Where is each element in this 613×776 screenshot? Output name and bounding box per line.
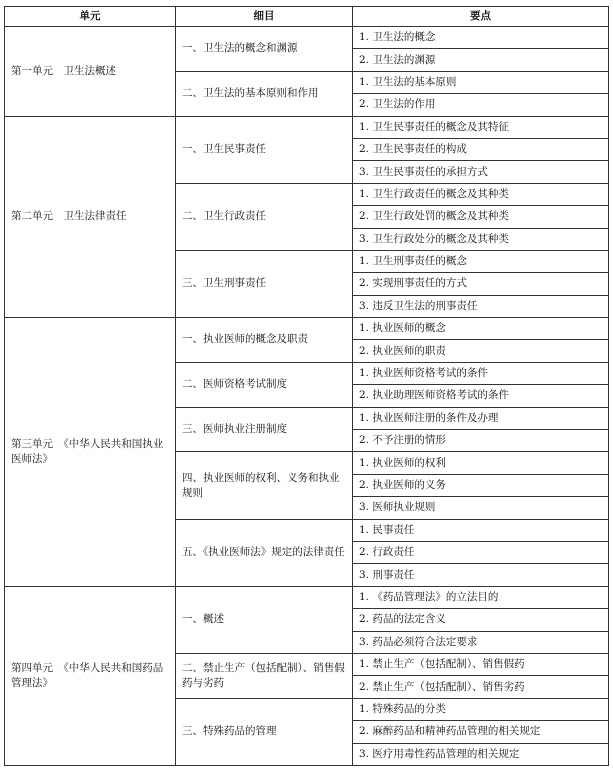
header-unit: 单元 (5, 7, 176, 27)
point-cell: 2. 卫生法的作用 (353, 94, 609, 116)
section-cell: 三、卫生刑事责任 (176, 250, 353, 317)
point-cell: 2. 执业助理医师资格考试的条件 (353, 385, 609, 407)
point-cell: 3. 卫生民事责任的承担方式 (353, 161, 609, 183)
table-row (5, 27, 609, 49)
point-cell: 3. 医疗用毒性药品管理的相关规定 (353, 743, 609, 765)
section-cell: 一、执业医师的概念及职责 (176, 318, 353, 363)
point-cell: 3. 医师执业规则 (353, 497, 609, 519)
section-cell: 二、卫生行政责任 (176, 183, 353, 250)
point-cell: 3. 卫生行政处分的概念及其种类 (353, 228, 609, 250)
point-cell: 2. 卫生法的渊源 (353, 49, 609, 71)
section-cell: 五、《执业医师法》规定的法律责任 (176, 519, 353, 586)
point-cell: 2. 行政责任 (353, 541, 609, 563)
point-cell: 1. 《药品管理法》的立法目的 (353, 586, 609, 608)
unit-cell: 第一单元 卫生法概述 (5, 27, 176, 117)
point-cell: 1. 民事责任 (353, 519, 609, 541)
point-cell: 2. 禁止生产（包括配制）、销售劣药 (353, 676, 609, 698)
header-section: 细目 (176, 7, 353, 27)
unit-cell: 第二单元 卫生法律责任 (5, 116, 176, 318)
table-row (5, 318, 609, 340)
section-cell: 二、禁止生产（包括配制）、销售假药与劣药 (176, 653, 353, 698)
point-cell: 1. 卫生行政责任的概念及其种类 (353, 183, 609, 205)
section-cell: 四、执业医师的权利、义务和执业规则 (176, 452, 353, 519)
section-cell: 一、概述 (176, 586, 353, 653)
point-cell: 2. 实现刑事责任的方式 (353, 273, 609, 295)
point-cell: 2. 麻醉药品和精神药品管理的相关规定 (353, 721, 609, 743)
header-row (5, 7, 609, 27)
section-cell: 一、卫生民事责任 (176, 116, 353, 183)
point-cell: 1. 执业医师的权利 (353, 452, 609, 474)
unit-cell: 第四单元 《中华人民共和国药品管理法》 (5, 586, 176, 765)
section-cell: 三、医师执业注册制度 (176, 407, 353, 452)
point-cell: 2. 执业医师的职责 (353, 340, 609, 362)
section-cell: 三、特殊药品的管理 (176, 698, 353, 765)
point-cell: 1. 执业医师注册的条件及办理 (353, 407, 609, 429)
header-point: 要点 (353, 7, 609, 27)
unit-cell: 第三单元 《中华人民共和国执业医师法》 (5, 318, 176, 587)
point-cell: 1. 卫生民事责任的概念及其特征 (353, 116, 609, 138)
point-cell: 3. 药品必须符合法定要求 (353, 631, 609, 653)
section-cell: 二、卫生法的基本原则和作用 (176, 71, 353, 116)
point-cell: 2. 卫生民事责任的构成 (353, 138, 609, 160)
section-cell: 二、医师资格考试制度 (176, 362, 353, 407)
point-cell: 1. 卫生法的基本原则 (353, 71, 609, 93)
point-cell: 1. 特殊药品的分类 (353, 698, 609, 720)
point-cell: 2. 执业医师的义务 (353, 474, 609, 496)
point-cell: 1. 执业医师的概念 (353, 318, 609, 340)
point-cell: 2. 不予注册的情形 (353, 430, 609, 452)
point-cell: 1. 禁止生产（包括配制）、销售假药 (353, 653, 609, 675)
table-row (5, 586, 609, 608)
point-cell: 2. 药品的法定含义 (353, 609, 609, 631)
table-row (5, 116, 609, 138)
section-cell: 一、卫生法的概念和渊源 (176, 27, 353, 72)
point-cell: 1. 卫生刑事责任的概念 (353, 250, 609, 272)
point-cell: 3. 违反卫生法的刑事责任 (353, 295, 609, 317)
point-cell: 1. 执业医师资格考试的条件 (353, 362, 609, 384)
point-cell: 1. 卫生法的概念 (353, 27, 609, 49)
syllabus-body (5, 27, 609, 766)
point-cell: 3. 刑事责任 (353, 564, 609, 586)
point-cell: 2. 卫生行政处罚的概念及其种类 (353, 206, 609, 228)
syllabus-table (4, 6, 609, 766)
